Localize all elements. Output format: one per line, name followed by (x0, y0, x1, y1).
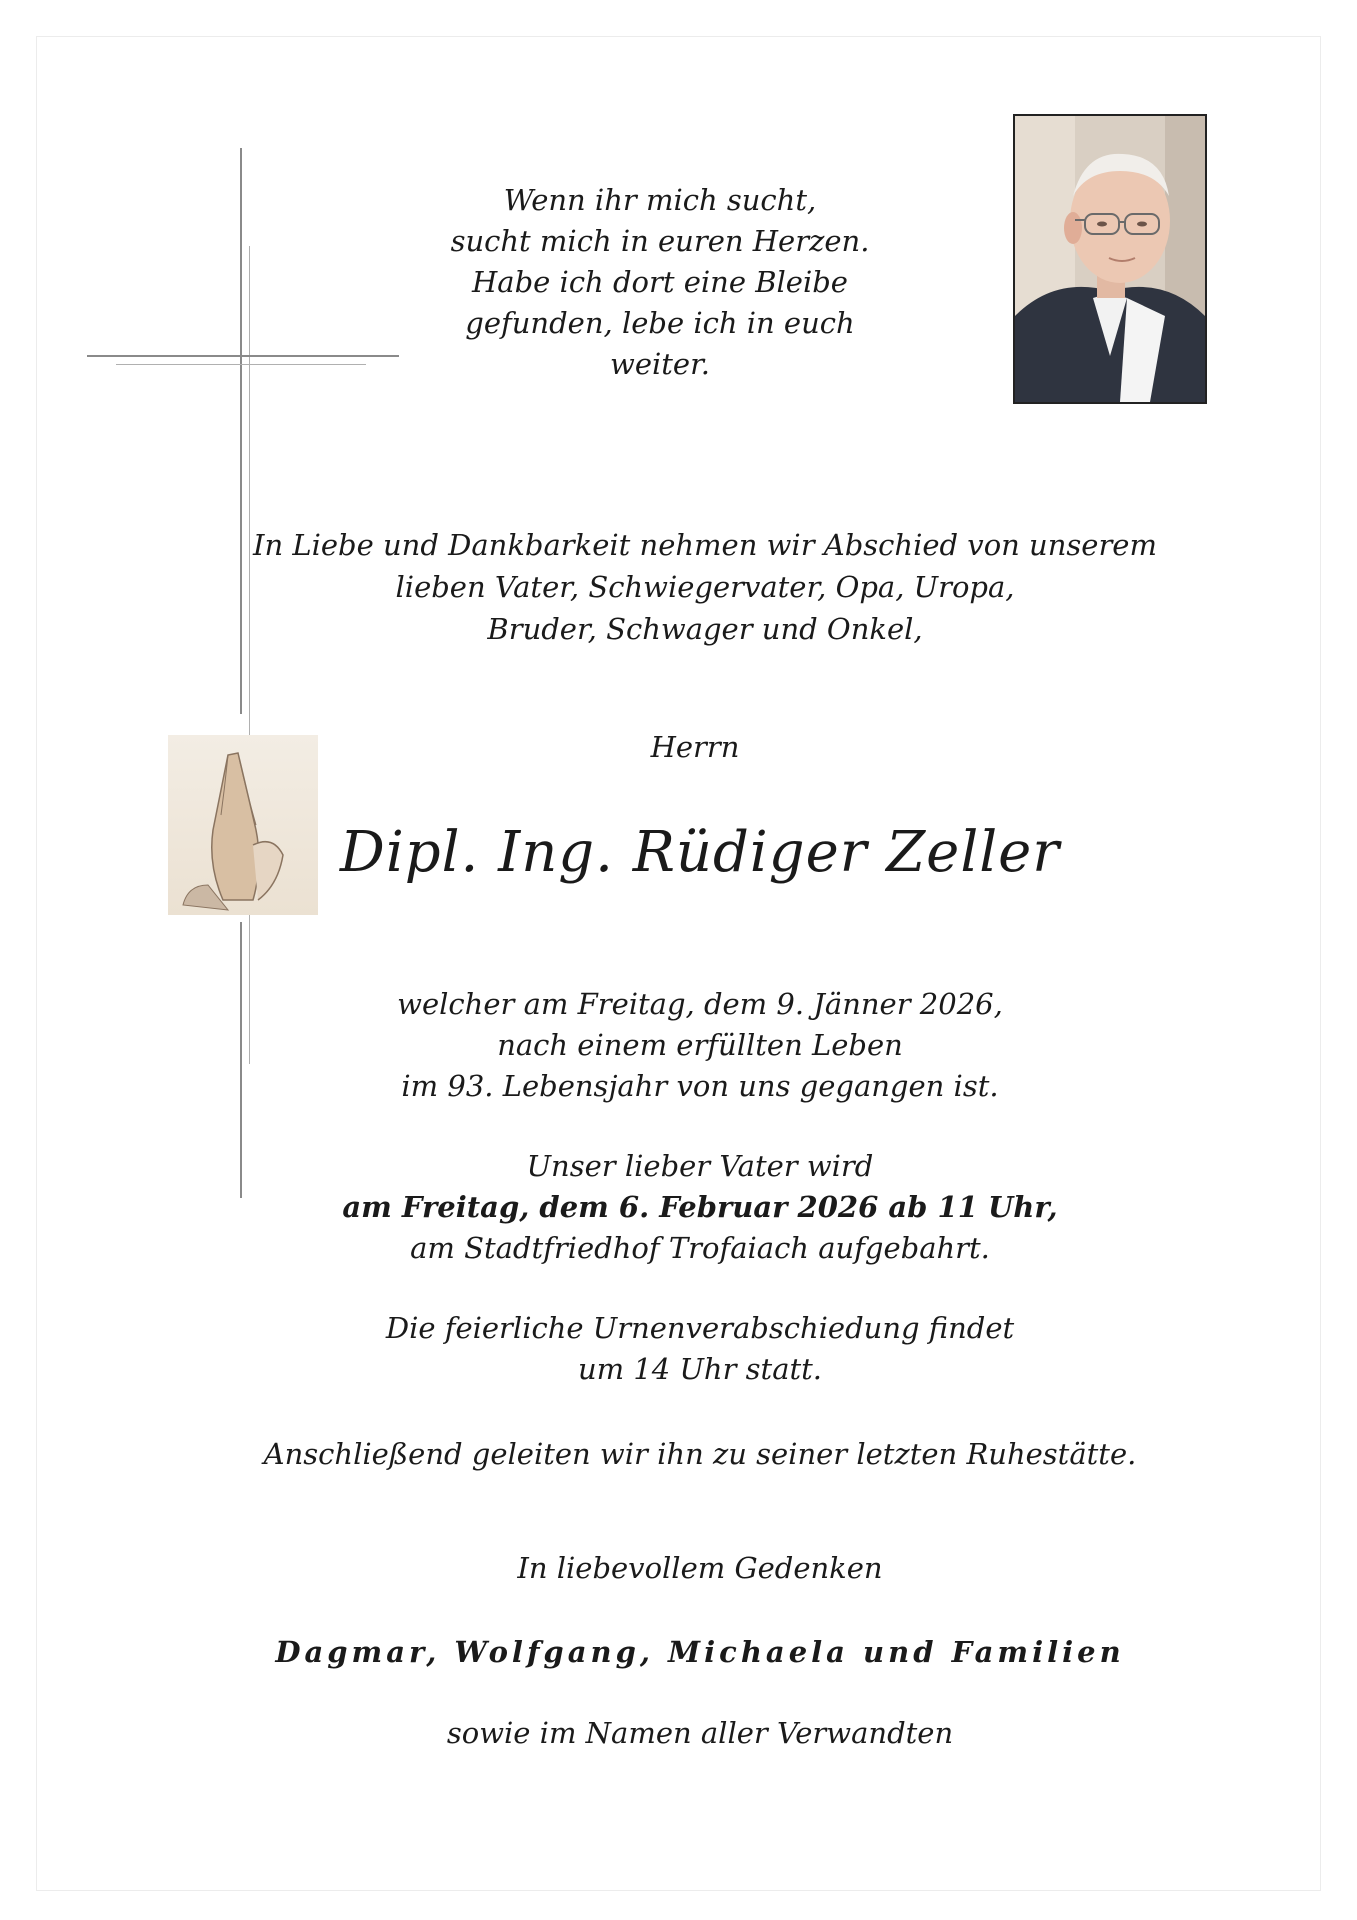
poem-line: Wenn ihr mich sucht, (503, 183, 817, 217)
poem-line: weiter. (610, 347, 710, 381)
death-notice (340, 984, 1060, 1107)
praying-hands-illustration (168, 735, 318, 915)
poem-line: Habe ich dort eine Bleibe (472, 265, 848, 299)
poem-quote (440, 180, 880, 385)
viewing-notice (300, 1146, 1100, 1269)
ceremony-notice (340, 1308, 1060, 1390)
intro-line: In Liebe und Dankbarkeit nehmen wir Abschied von unserem (253, 528, 1157, 562)
relatives-line: sowie im Namen aller Verwandten (446, 1716, 954, 1750)
cross-vertical-line-lower (240, 922, 242, 1198)
death-line: nach einem erfüllten Leben (497, 1028, 903, 1062)
viewing-date: am Freitag, dem 6. Februar 2026 ab 11 Uhr, (342, 1190, 1058, 1224)
salutation: Herrn (650, 730, 740, 764)
deceased-name: Dipl. Ing. Rüdiger Zeller (339, 820, 1061, 885)
farewell-intro (220, 524, 1190, 650)
intro-line: Bruder, Schwager und Onkel, (487, 612, 923, 646)
memory-line: In liebevollem Gedenken (517, 1551, 883, 1585)
death-line: welcher am Freitag, dem 9. Jänner 2026, (397, 987, 1003, 1021)
praying-hands-icon (168, 735, 318, 915)
death-line: im 93. Lebensjahr von uns gegangen ist. (401, 1069, 999, 1103)
portrait-illustration (1015, 116, 1205, 402)
cross-horizontal-thin-line (116, 364, 366, 365)
poem-line: sucht mich in euren Herzen. (450, 224, 870, 258)
portrait-photo (1013, 114, 1207, 404)
cross-vertical-thin-line (249, 246, 250, 1064)
ceremony-line: Die feierliche Urnenverabschiedung findet (385, 1311, 1015, 1345)
intro-line: lieben Vater, Schwiegervater, Opa, Uropa, (395, 570, 1015, 604)
viewing-line: Unser lieber Vater wird (526, 1149, 874, 1183)
family-names: Dagmar, Wolfgang, Michaela und Familien (275, 1635, 1125, 1669)
poem-line: gefunden, lebe ich in euch (465, 306, 855, 340)
burial-notice: Anschließend geleiten wir ihn zu seiner letzten Ruhestätte. (263, 1437, 1137, 1471)
ceremony-line: um 14 Uhr statt. (577, 1352, 823, 1386)
cross-horizontal-line (87, 355, 399, 357)
viewing-location: am Stadtfriedhof Trofaiach aufgebahrt. (410, 1231, 990, 1265)
